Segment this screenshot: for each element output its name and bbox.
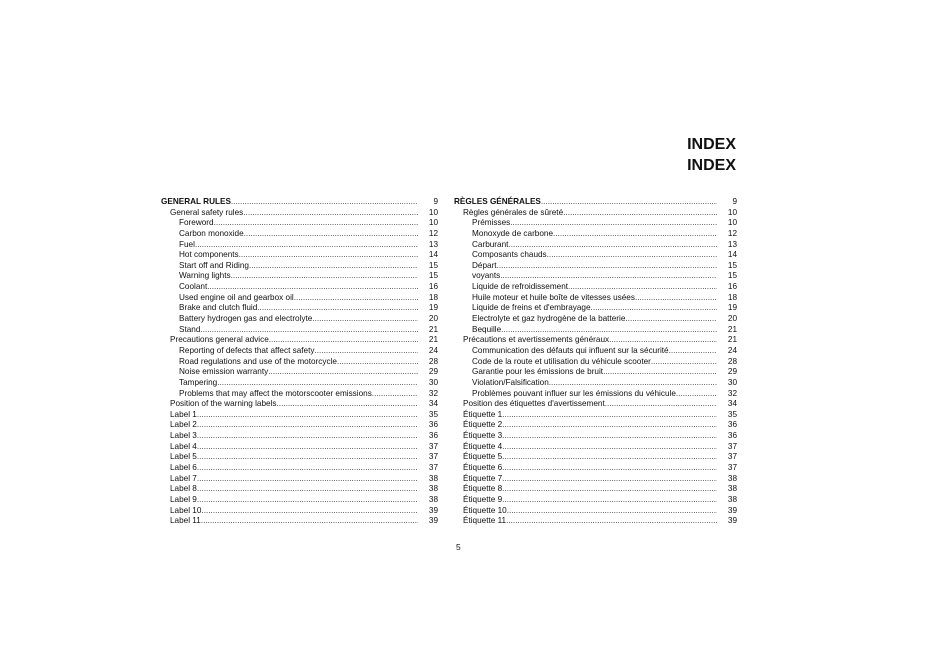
toc-leader-dots xyxy=(502,474,717,485)
toc-entry-title: Position of the warning labels xyxy=(170,399,277,409)
toc-entry[interactable] xyxy=(454,410,737,421)
toc-entry-title: Étiquette 1 xyxy=(463,409,503,419)
toc-entry-page: 38 xyxy=(428,484,438,494)
toc-leader-dots xyxy=(510,218,717,229)
toc-entry-page: 35 xyxy=(727,409,737,419)
toc-entry-title: voyants xyxy=(472,271,501,281)
toc-entry[interactable] xyxy=(454,484,737,495)
toc-leader-dots xyxy=(553,229,717,240)
toc-entry-page: 38 xyxy=(428,473,438,483)
toc-entry[interactable] xyxy=(454,452,737,463)
toc-leader-dots xyxy=(541,197,717,208)
toc-entry-title: Used engine oil and gearbox oil xyxy=(179,292,294,302)
toc-entry[interactable] xyxy=(161,431,438,442)
toc-entry-title: Position des étiquettes d'avertissement xyxy=(463,399,605,409)
toc-entry[interactable] xyxy=(161,346,438,357)
toc-entry-page: 24 xyxy=(428,345,438,355)
toc-entry-page: 21 xyxy=(428,335,438,345)
toc-entry-page: 32 xyxy=(428,388,438,398)
toc-entry-title: Communication des défauts qui influent sur la sécurité xyxy=(472,345,669,355)
toc-entry-page: 38 xyxy=(727,473,737,483)
toc-entry-title: Precautions general advice xyxy=(170,335,269,345)
toc-entry-page: 10 xyxy=(428,207,438,217)
toc-entry-page: 37 xyxy=(727,441,737,451)
toc-entry[interactable] xyxy=(454,495,737,506)
toc-leader-dots xyxy=(635,293,717,304)
toc-leader-dots xyxy=(294,293,418,304)
toc-entry-page: 36 xyxy=(727,431,737,441)
toc-entry[interactable] xyxy=(161,484,438,495)
toc-entry-title: Tampering xyxy=(179,377,218,387)
toc-leader-dots xyxy=(501,325,717,336)
toc-entry-title: Étiquette 9 xyxy=(463,494,503,504)
toc-entry-page: 21 xyxy=(428,324,438,334)
toc-leader-dots xyxy=(337,357,418,368)
toc-leader-dots xyxy=(217,378,418,389)
toc-entry-page: 38 xyxy=(727,484,737,494)
toc-entry[interactable] xyxy=(161,325,438,336)
toc-entry[interactable] xyxy=(161,452,438,463)
toc-leader-dots xyxy=(314,346,418,357)
toc-entry-title: Problems that may affect the motorscooter emissions xyxy=(179,388,372,398)
toc-entry-title: Coolant xyxy=(179,282,208,292)
toc-entry[interactable] xyxy=(454,293,737,304)
toc-entry[interactable] xyxy=(161,208,438,219)
toc-leader-dots xyxy=(549,378,717,389)
toc-entry-page: 16 xyxy=(727,282,737,292)
toc-leader-dots xyxy=(605,399,717,410)
toc-entry-page: 39 xyxy=(727,516,737,526)
toc-entry-title: RÈGLES GÉNÉRALES xyxy=(454,197,541,206)
toc-entry-title: Règles générales de sûreté xyxy=(463,207,564,217)
toc-entry-title: Liquide de refroidissement xyxy=(472,282,569,292)
toc-entry-title: Label 4 xyxy=(170,441,197,451)
toc-leader-dots xyxy=(239,250,418,261)
toc-leader-dots xyxy=(200,325,418,336)
toc-entry-page: 30 xyxy=(428,377,438,387)
toc-entry-title: Précautions et avertissements généraux xyxy=(463,335,610,345)
toc-entry-title: Battery hydrogen gas and electrolyte xyxy=(179,314,313,324)
toc-entry-page: 34 xyxy=(428,399,438,409)
toc-entry-title: Label 3 xyxy=(170,431,197,441)
index-title-english: INDEX xyxy=(687,136,736,153)
toc-entry[interactable] xyxy=(161,420,438,431)
toc-entry-page: 29 xyxy=(727,367,737,377)
toc-leader-dots xyxy=(625,314,717,325)
toc-entry[interactable] xyxy=(161,261,438,272)
toc-entry-page: 15 xyxy=(428,271,438,281)
toc-entry-title: Étiquette 3 xyxy=(463,431,503,441)
toc-entry-page: 20 xyxy=(727,314,737,324)
toc-leader-dots xyxy=(207,282,418,293)
toc-entry-page: 10 xyxy=(428,218,438,228)
toc-entry[interactable] xyxy=(454,506,737,517)
toc-entry-title: Monoxyde de carbone xyxy=(472,228,554,238)
toc-leader-dots xyxy=(568,282,717,293)
toc-entry-page: 9 xyxy=(433,197,438,206)
toc-entry-page: 34 xyxy=(727,399,737,409)
toc-entry-page: 21 xyxy=(727,335,737,345)
toc-entry[interactable] xyxy=(161,442,438,453)
toc-entry-page: 19 xyxy=(428,303,438,313)
toc-entry[interactable] xyxy=(454,442,737,453)
toc-entry-page: 37 xyxy=(727,452,737,462)
toc-leader-dots xyxy=(201,516,418,527)
toc-leader-dots xyxy=(243,208,418,219)
toc-entry-page: 10 xyxy=(727,218,737,228)
toc-entry[interactable] xyxy=(454,271,737,282)
toc-leader-dots xyxy=(197,474,418,485)
toc-entry-title: General safety rules xyxy=(170,207,244,217)
toc-entry-page: 30 xyxy=(727,377,737,387)
toc-leader-dots xyxy=(231,197,418,208)
toc-entry-title: Label 6 xyxy=(170,463,197,473)
toc-entry[interactable] xyxy=(454,282,737,293)
toc-leader-dots xyxy=(197,463,418,474)
toc-entry-page: 13 xyxy=(428,239,438,249)
toc-entry[interactable] xyxy=(161,271,438,282)
toc-leader-dots xyxy=(591,303,717,314)
toc-entry-page: 16 xyxy=(428,282,438,292)
toc-entry-page: 13 xyxy=(727,239,737,249)
toc-entry-title: Stand xyxy=(179,324,201,334)
toc-entry-page: 18 xyxy=(727,292,737,302)
toc-entry-title: Départ xyxy=(472,260,497,270)
toc-entry[interactable] xyxy=(161,463,438,474)
toc-entry-title: Start off and Riding xyxy=(179,260,249,270)
index-title-french: INDEX xyxy=(687,157,736,174)
toc-leader-dots xyxy=(669,346,717,357)
toc-entry-title: Composants chauds xyxy=(472,250,547,260)
toc-entry-title: Prémisses xyxy=(472,218,511,228)
toc-entry[interactable] xyxy=(454,420,737,431)
toc-entry-page: 15 xyxy=(727,260,737,270)
toc-entry[interactable] xyxy=(161,335,438,346)
toc-entry[interactable] xyxy=(454,250,737,261)
toc-entry-title: Étiquette 7 xyxy=(463,473,503,483)
toc-entry[interactable] xyxy=(454,463,737,474)
toc-leader-dots xyxy=(312,314,418,325)
toc-entry[interactable] xyxy=(161,410,438,421)
toc-leader-dots xyxy=(197,495,418,506)
toc-leader-dots xyxy=(195,240,418,251)
toc-leader-dots xyxy=(277,399,418,410)
toc-leader-dots xyxy=(502,442,717,453)
toc-entry[interactable] xyxy=(454,303,737,314)
page-number: 5 xyxy=(456,542,461,552)
toc-leader-dots xyxy=(197,452,418,463)
toc-entry[interactable] xyxy=(161,197,438,208)
toc-leader-dots xyxy=(676,389,717,400)
toc-entry-title: Étiquette 4 xyxy=(463,441,503,451)
toc-entry-title: Noise emission warranty xyxy=(179,367,269,377)
toc-entry-page: 38 xyxy=(727,494,737,504)
toc-entry[interactable] xyxy=(161,314,438,325)
toc-entry[interactable] xyxy=(161,303,438,314)
toc-entry-page: 20 xyxy=(428,314,438,324)
toc-entry-page: 18 xyxy=(428,292,438,302)
toc-entry[interactable] xyxy=(454,197,737,208)
toc-leader-dots xyxy=(500,271,717,282)
toc-entry-title: GENERAL RULES xyxy=(161,197,231,206)
toc-entry[interactable] xyxy=(454,325,737,336)
toc-entry-page: 14 xyxy=(727,250,737,260)
toc-entry-page: 37 xyxy=(428,463,438,473)
toc-entry[interactable] xyxy=(161,399,438,410)
toc-entry-title: Étiquette 8 xyxy=(463,484,503,494)
toc-entry-title: Foreword xyxy=(179,218,214,228)
toc-leader-dots xyxy=(502,431,717,442)
toc-leader-dots xyxy=(249,261,418,272)
toc-entry-title: Étiquette 11 xyxy=(463,516,507,526)
toc-entry[interactable] xyxy=(454,357,737,368)
toc-leader-dots xyxy=(563,208,717,219)
toc-leader-dots xyxy=(372,389,418,400)
toc-entry-page: 9 xyxy=(732,197,737,206)
toc-entry-page: 24 xyxy=(727,345,737,355)
toc-entry-title: Garantie pour les émissions de bruit xyxy=(472,367,604,377)
toc-leader-dots xyxy=(197,484,418,495)
toc-entry-title: Huile moteur et huile boîte de vitesses usées xyxy=(472,292,635,302)
toc-entry-title: Label 9 xyxy=(170,494,197,504)
toc-entry-title: Bequille xyxy=(472,324,502,334)
toc-leader-dots xyxy=(502,463,717,474)
toc-entry[interactable] xyxy=(454,208,737,219)
toc-leader-dots xyxy=(269,335,418,346)
toc-entry-page: 38 xyxy=(428,494,438,504)
toc-french-column xyxy=(454,197,737,527)
toc-entry-title: Code de la route et utilisation du véhicule scooter xyxy=(472,356,651,366)
toc-leader-dots xyxy=(508,240,717,251)
toc-leader-dots xyxy=(197,442,418,453)
toc-entry[interactable] xyxy=(454,335,737,346)
toc-leader-dots xyxy=(244,229,418,240)
toc-entry-title: Carburant xyxy=(472,239,509,249)
toc-entry-title: Étiquette 6 xyxy=(463,463,503,473)
toc-entry[interactable] xyxy=(454,346,737,357)
toc-entry-page: 35 xyxy=(428,409,438,419)
toc-leader-dots xyxy=(197,410,418,421)
toc-entry[interactable] xyxy=(454,516,737,527)
toc-entry-page: 15 xyxy=(727,271,737,281)
toc-entry[interactable] xyxy=(161,516,438,527)
toc-entry-title: Label 8 xyxy=(170,484,197,494)
toc-entry-page: 37 xyxy=(428,452,438,462)
toc-entry[interactable] xyxy=(454,367,737,378)
toc-entry-title: Violation/Falsification xyxy=(472,377,549,387)
toc-entry[interactable] xyxy=(454,399,737,410)
toc-entry[interactable] xyxy=(161,293,438,304)
toc-entry-page: 39 xyxy=(428,505,438,515)
toc-entry-page: 32 xyxy=(727,388,737,398)
toc-leader-dots xyxy=(497,261,717,272)
toc-entry-title: Label 7 xyxy=(170,473,197,483)
toc-entry[interactable] xyxy=(454,474,737,485)
toc-leader-dots xyxy=(502,484,717,495)
toc-entry[interactable] xyxy=(454,218,737,229)
toc-leader-dots xyxy=(257,303,418,314)
toc-entry-page: 12 xyxy=(727,228,737,238)
toc-entry-title: Liquide de freins et d'embrayage xyxy=(472,303,591,313)
toc-entry-page: 15 xyxy=(428,260,438,270)
toc-entry[interactable] xyxy=(161,474,438,485)
toc-entry-page: 19 xyxy=(727,303,737,313)
toc-leader-dots xyxy=(547,250,717,261)
toc-entry-page: 10 xyxy=(727,207,737,217)
toc-entry[interactable] xyxy=(454,431,737,442)
toc-entry[interactable] xyxy=(454,389,737,400)
toc-entry-page: 28 xyxy=(428,356,438,366)
toc-entry-title: Étiquette 10 xyxy=(463,505,507,515)
toc-entry-page: 37 xyxy=(727,463,737,473)
toc-entry-title: Label 10 xyxy=(170,505,202,515)
toc-entry[interactable] xyxy=(161,282,438,293)
toc-entry[interactable] xyxy=(161,357,438,368)
toc-english-column xyxy=(161,197,438,527)
toc-entry[interactable] xyxy=(161,250,438,261)
toc-entry-title: Road regulations and use of the motorcycle xyxy=(179,356,337,366)
toc-entry[interactable] xyxy=(454,314,737,325)
toc-leader-dots xyxy=(268,367,418,378)
toc-entry[interactable] xyxy=(161,389,438,400)
toc-leader-dots xyxy=(214,218,418,229)
index-titles xyxy=(687,134,736,176)
toc-entry[interactable] xyxy=(161,378,438,389)
toc-leader-dots xyxy=(502,452,717,463)
toc-entry-title: Label 1 xyxy=(170,409,197,419)
toc-entry-title: Reporting of defects that affect safety xyxy=(179,345,315,355)
toc-entry-page: 36 xyxy=(428,420,438,430)
toc-entry[interactable] xyxy=(161,229,438,240)
toc-leader-dots xyxy=(507,506,717,517)
toc-leader-dots xyxy=(201,506,418,517)
toc-entry-title: Étiquette 5 xyxy=(463,452,503,462)
toc-entry-title: Label 5 xyxy=(170,452,197,462)
toc-entry-page: 21 xyxy=(727,324,737,334)
toc-entry-page: 36 xyxy=(727,420,737,430)
toc-entry-title: Warning lights xyxy=(179,271,231,281)
toc-entry[interactable] xyxy=(161,367,438,378)
toc-leader-dots xyxy=(651,357,717,368)
toc-entry-page: 36 xyxy=(428,431,438,441)
toc-leader-dots xyxy=(502,410,717,421)
toc-entry[interactable] xyxy=(454,378,737,389)
toc-entry-page: 29 xyxy=(428,367,438,377)
toc-entry-title: Brake and clutch fluid xyxy=(179,303,258,313)
toc-entry-title: Hot components xyxy=(179,250,239,260)
toc-entry-page: 39 xyxy=(727,505,737,515)
toc-entry-title: Problèmes pouvant influer sur les émissions du véhicule xyxy=(472,388,676,398)
toc-entry-title: Electrolyte et gaz hydrogène de la batterie xyxy=(472,314,626,324)
toc-entry-page: 37 xyxy=(428,441,438,451)
toc-leader-dots xyxy=(231,271,418,282)
toc-entry[interactable] xyxy=(454,240,737,251)
toc-entry-page: 39 xyxy=(428,516,438,526)
toc-leader-dots xyxy=(609,335,717,346)
toc-entry-title: Label 11 xyxy=(170,516,201,526)
toc-entry-page: 12 xyxy=(428,228,438,238)
toc-entry-title: Label 2 xyxy=(170,420,197,430)
toc-entry-page: 14 xyxy=(428,250,438,260)
toc-leader-dots xyxy=(197,431,418,442)
toc-entry-title: Carbon monoxide xyxy=(179,228,244,238)
toc-entry[interactable] xyxy=(454,261,737,272)
toc-leader-dots xyxy=(197,420,418,431)
toc-entry[interactable] xyxy=(161,218,438,229)
toc-leader-dots xyxy=(603,367,717,378)
toc-entry[interactable] xyxy=(454,229,737,240)
toc-entry-title: Fuel xyxy=(179,239,195,249)
toc-leader-dots xyxy=(506,516,717,527)
toc-entry-title: Étiquette 2 xyxy=(463,420,503,430)
toc-entry[interactable] xyxy=(161,240,438,251)
toc-entry[interactable] xyxy=(161,495,438,506)
toc-entry[interactable] xyxy=(161,506,438,517)
toc-entry-page: 28 xyxy=(727,356,737,366)
toc-leader-dots xyxy=(502,420,717,431)
toc-leader-dots xyxy=(502,495,717,506)
